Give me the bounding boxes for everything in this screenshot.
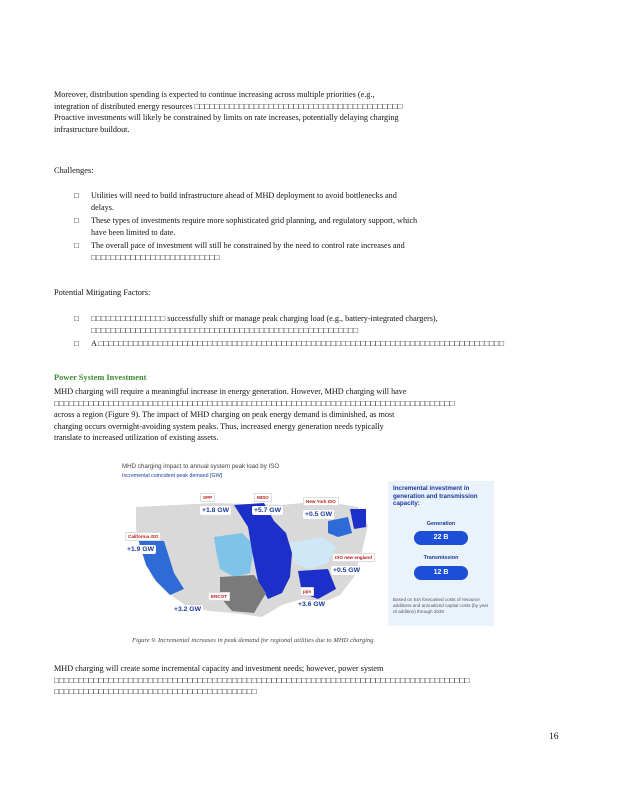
logo-pjm: pjm <box>300 587 314 596</box>
text-line: □□□□□□□□□□□□□□□□□□□□□□□□□□□□□□□□□□□□□□□□□□□□□□□□□□□□□□□□□□□□□□□□□□□□□□□□□□□□□□□□□□□□ <box>54 675 470 685</box>
text-line: □□□□□□□□□□□□□□□□□□□□□□□□□□ <box>91 252 220 262</box>
panel-note: Based on EIA forecasted costs of resource additions and annualized capital costs (by year of addition) through 2030 <box>393 597 489 614</box>
paragraph-distribution-spending <box>54 89 564 135</box>
paragraph-power-system <box>54 386 564 444</box>
text-line: MHD charging will create some incremental capacity and investment needs; however, power system <box>54 664 384 673</box>
gw-isone: +0.5 GW <box>333 567 361 574</box>
text-line: □□□□□□□□□□□□□□□□□□□□□□□□□□□□□□□□□□□□□□□□□□□□□□□□□□□□□□ <box>91 325 359 335</box>
text-line: infrastructure buildout. <box>54 124 130 134</box>
gw-nyiso: +0.5 GW <box>305 511 333 518</box>
transmission-value: 12 B <box>414 566 468 580</box>
challenges-heading: Challenges: <box>54 166 94 175</box>
bullet-icon: □ <box>74 216 79 225</box>
mitigating-heading: Potential Mitigating Factors: <box>54 288 151 297</box>
text-line: translate to increased utilization of existing assets. <box>54 433 219 442</box>
list-item <box>54 240 564 263</box>
logo-miso: MISO <box>254 493 272 502</box>
text-line: □□□□□□□□□□□□□□□ successfully shift or manage peak charging load (e.g., battery-integrated chargers), <box>91 314 438 323</box>
map-subtitle: Incremental coincident peak demand [GW] <box>122 473 223 479</box>
bullet-icon: □ <box>74 339 79 348</box>
list-item <box>54 215 564 238</box>
figure-title: MHD charging impact to annual system peak load by ISO <box>122 463 280 470</box>
text-line: Moreover, distribution spending is expected to continue increasing across multiple priorities (e.g., <box>54 90 375 99</box>
gw-miso: +5.7 GW <box>254 507 282 514</box>
gw-caiso: +1.9 GW <box>127 546 155 553</box>
gw-pjm: +3.6 GW <box>298 601 326 608</box>
text-line: A □□□□□□□□□□□□□□□□□□□□□□□□□□□□□□□□□□□□□□□□□□□□□□□□□□□□□□□□□□□□□□□□□□□□□□□□□□□□□□□□□□ <box>91 339 505 348</box>
page-number: 16 <box>549 732 559 742</box>
list-item <box>54 313 564 336</box>
logo-caiso: California ISO <box>125 532 161 541</box>
text-line: □□□□□□□□□□□□□□□□□□□□□□□□□□□□□□□□□□□□□□□□□□□□□□□□□□□□□□□□□□□□□□□□□□□□□□□□□□□□□□□□□ <box>54 398 455 408</box>
bullet-icon: □ <box>74 191 79 200</box>
text-line: □□□□□□□□□□□□□□□□□□□□□□□□□□□□□□□□□□□□□□□□□ <box>54 687 257 696</box>
figure-9 <box>122 463 494 628</box>
list-item <box>54 190 564 213</box>
mitigating-list <box>54 313 564 352</box>
logo-ercot: ERCOT <box>208 592 230 601</box>
logo-isone: ISO new england <box>332 553 375 562</box>
list-item <box>54 338 564 350</box>
text-line: have been limited to date. <box>91 227 176 237</box>
bullet-icon: □ <box>74 241 79 250</box>
text-line: across a region (Figure 9). The impact of MHD charging on peak energy demand is diminished, as most <box>54 410 395 419</box>
text-line: integration of distributed energy resources □□□□□□□□□□□□□□□□□□□□□□□□□□□□□□□□□□□□□□□□□□ <box>54 101 403 111</box>
gw-ercot: +3.2 GW <box>174 606 202 613</box>
text-line: MHD charging will require a meaningful increase in energy generation. However, MHD charging will have <box>54 387 407 396</box>
transmission-label: Transmission <box>423 555 459 561</box>
logo-nyiso: New York ISO <box>303 497 339 506</box>
generation-label: Generation <box>426 521 456 527</box>
figure-caption: Figure 9. Incremental increases in peak demand for regional utilities due to MHD charging <box>132 637 374 644</box>
bullet-icon: □ <box>74 314 79 323</box>
paragraph-closing <box>54 663 564 698</box>
gw-spp: +1.8 GW <box>202 507 230 514</box>
logo-spp: SPP <box>200 493 215 502</box>
panel-title: Incremental investment in generation and transmission capacity: <box>393 485 478 508</box>
investment-panel <box>388 481 494 626</box>
generation-value: 22 B <box>414 531 468 545</box>
text-line: The overall pace of investment will still be constrained by the need to control rate increases and <box>91 241 405 250</box>
text-line: These types of investments require more sophisticated grid planning, and regulatory support, which <box>91 216 418 225</box>
text-line: charging occurs overnight-avoiding system peaks. Thus, increased energy generation needs typically <box>54 421 384 431</box>
challenges-list <box>54 190 564 265</box>
text-line: Utilities will need to build infrastructure ahead of MHD deployment to avoid bottlenecks and <box>91 191 397 200</box>
text-line: delays. <box>91 202 114 212</box>
text-line: Proactive investments will likely be constrained by limits on rate increases, potentially delaying charging <box>54 113 399 122</box>
power-system-heading: Power System Investment <box>54 373 147 382</box>
